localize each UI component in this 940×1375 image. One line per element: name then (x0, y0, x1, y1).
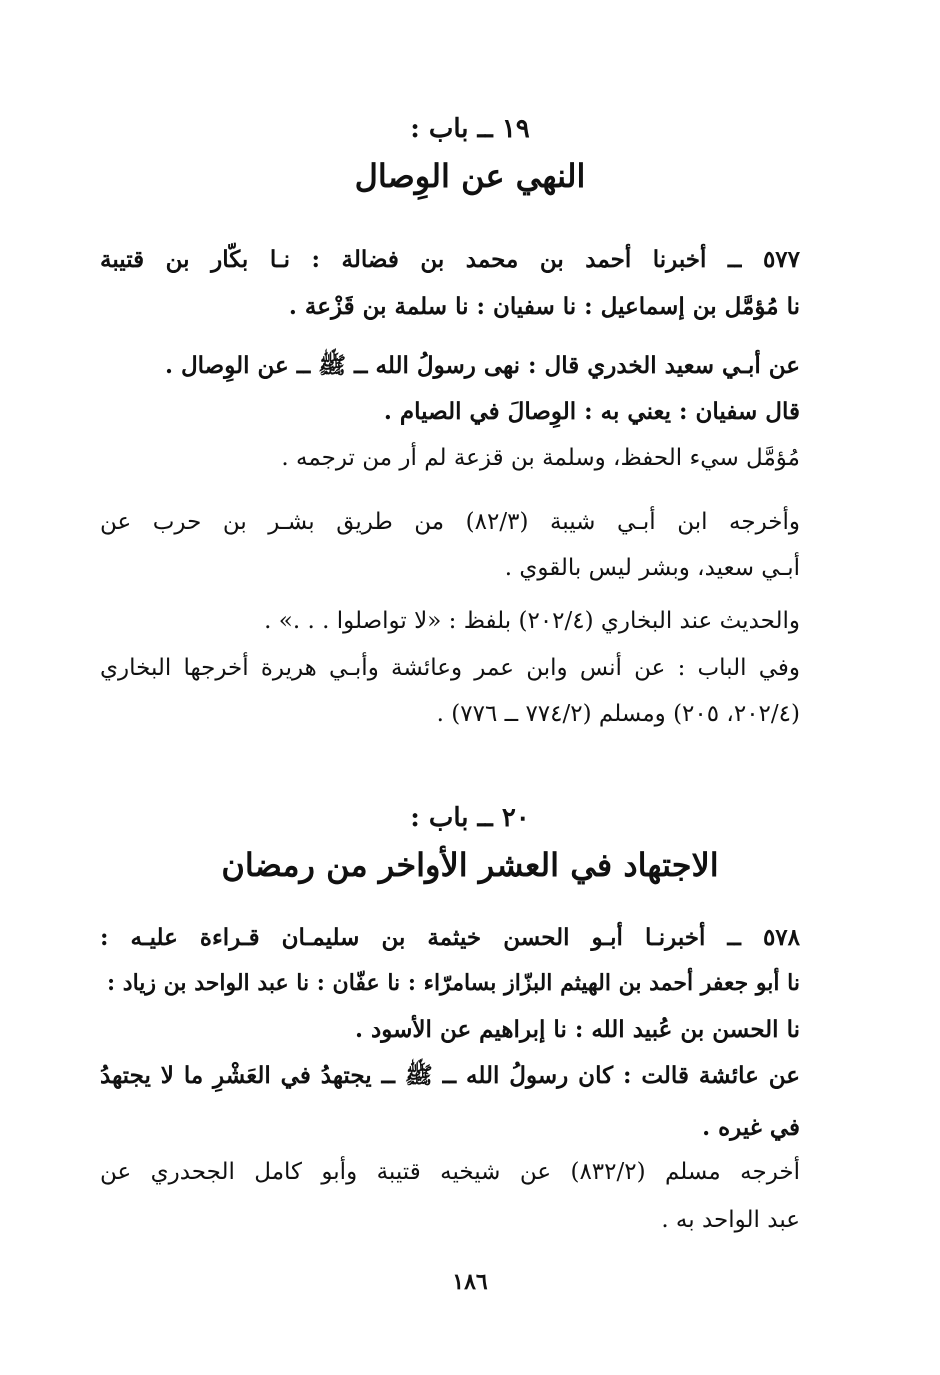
commentary-line: وأخرجه ابن أبـي شيبة (٨٢/٣) من طريق بشـر بن حرب عن (100, 509, 801, 535)
commentary-line: والحديث عند البخاري (٢٠٢/٤) بلفظ : «لا تواصلوا . . .» . (264, 608, 800, 634)
commentary-line: أبـي سعيد، وبشر ليس بالقوي . (504, 555, 800, 581)
hadith-isnad-line: نا أبو جعفر أحمد بن الهيثم البزّاز بسامرّاء : نا عفّان : نا عبد الواحد بن زياد : (107, 970, 800, 996)
chapter-title: الاجتهاد في العشر الأواخر من رمضان (221, 846, 719, 884)
hadith-matn-line: في غيره . (702, 1114, 800, 1141)
commentary-line: عبد الواحد به . (661, 1207, 800, 1233)
commentary-line: (٢٠٢/٤، ٢٠٥) ومسلم (٧٧٤/٢ ــ ٧٧٦) . (436, 701, 800, 727)
commentary-line: وفي الباب : عن أنس وابن عمر وعائشة وأبـي هريرة أخرجها البخاري (100, 655, 800, 681)
hadith-isnad-line: نا الحسن بن عُبيد الله : نا إبراهيم عن الأسود . (355, 1016, 800, 1043)
hadith-matn-line: عن عائشة قالت : كان رسولُ الله ــ ﷺ ــ يجتهدُ في العَشْرِ ما لا يجتهدُ (100, 1062, 800, 1089)
hadith-matn-line: عن أبـي سعيد الخدري قال : نهى رسولُ الله ــ ﷺ ــ عن الوِصال . (164, 352, 800, 379)
hadith-isnad-line: نا مُؤمَّل بن إسماعيل : نا سفيان : نا سلمة بن قَزْعة . (288, 293, 800, 320)
chapter-label: ١٩ ــ باب : (410, 114, 530, 144)
hadith-isnad-line: ٥٧٨ ــ أخبرنـا أبـو الحسن خيثمة بن سليمـان قـراءة عليـه : (100, 924, 800, 951)
chapter-label: ٢٠ ــ باب : (410, 803, 530, 833)
chapter-title: النهي عن الوِصال (354, 157, 586, 195)
hadith-matn-line: قال سفيان : يعني به : الوِصالَ في الصيام . (383, 398, 800, 425)
hadith-isnad-line: ٥٧٧ ــ أخبرنا أحمد بن محمد بن فضالة : نـا بكّار بن قتيبة (100, 246, 800, 273)
commentary-line: أخرجه مسلم (٨٣٢/٢) عن شيخيه قتيبة وأبو كامل الجحدري عن (100, 1159, 801, 1185)
commentary-line: مُؤمَّل سيء الحفظ، وسلمة بن قزعة لم أر من ترجمه . (281, 445, 800, 471)
page-number: ١٨٦ (452, 1269, 488, 1295)
